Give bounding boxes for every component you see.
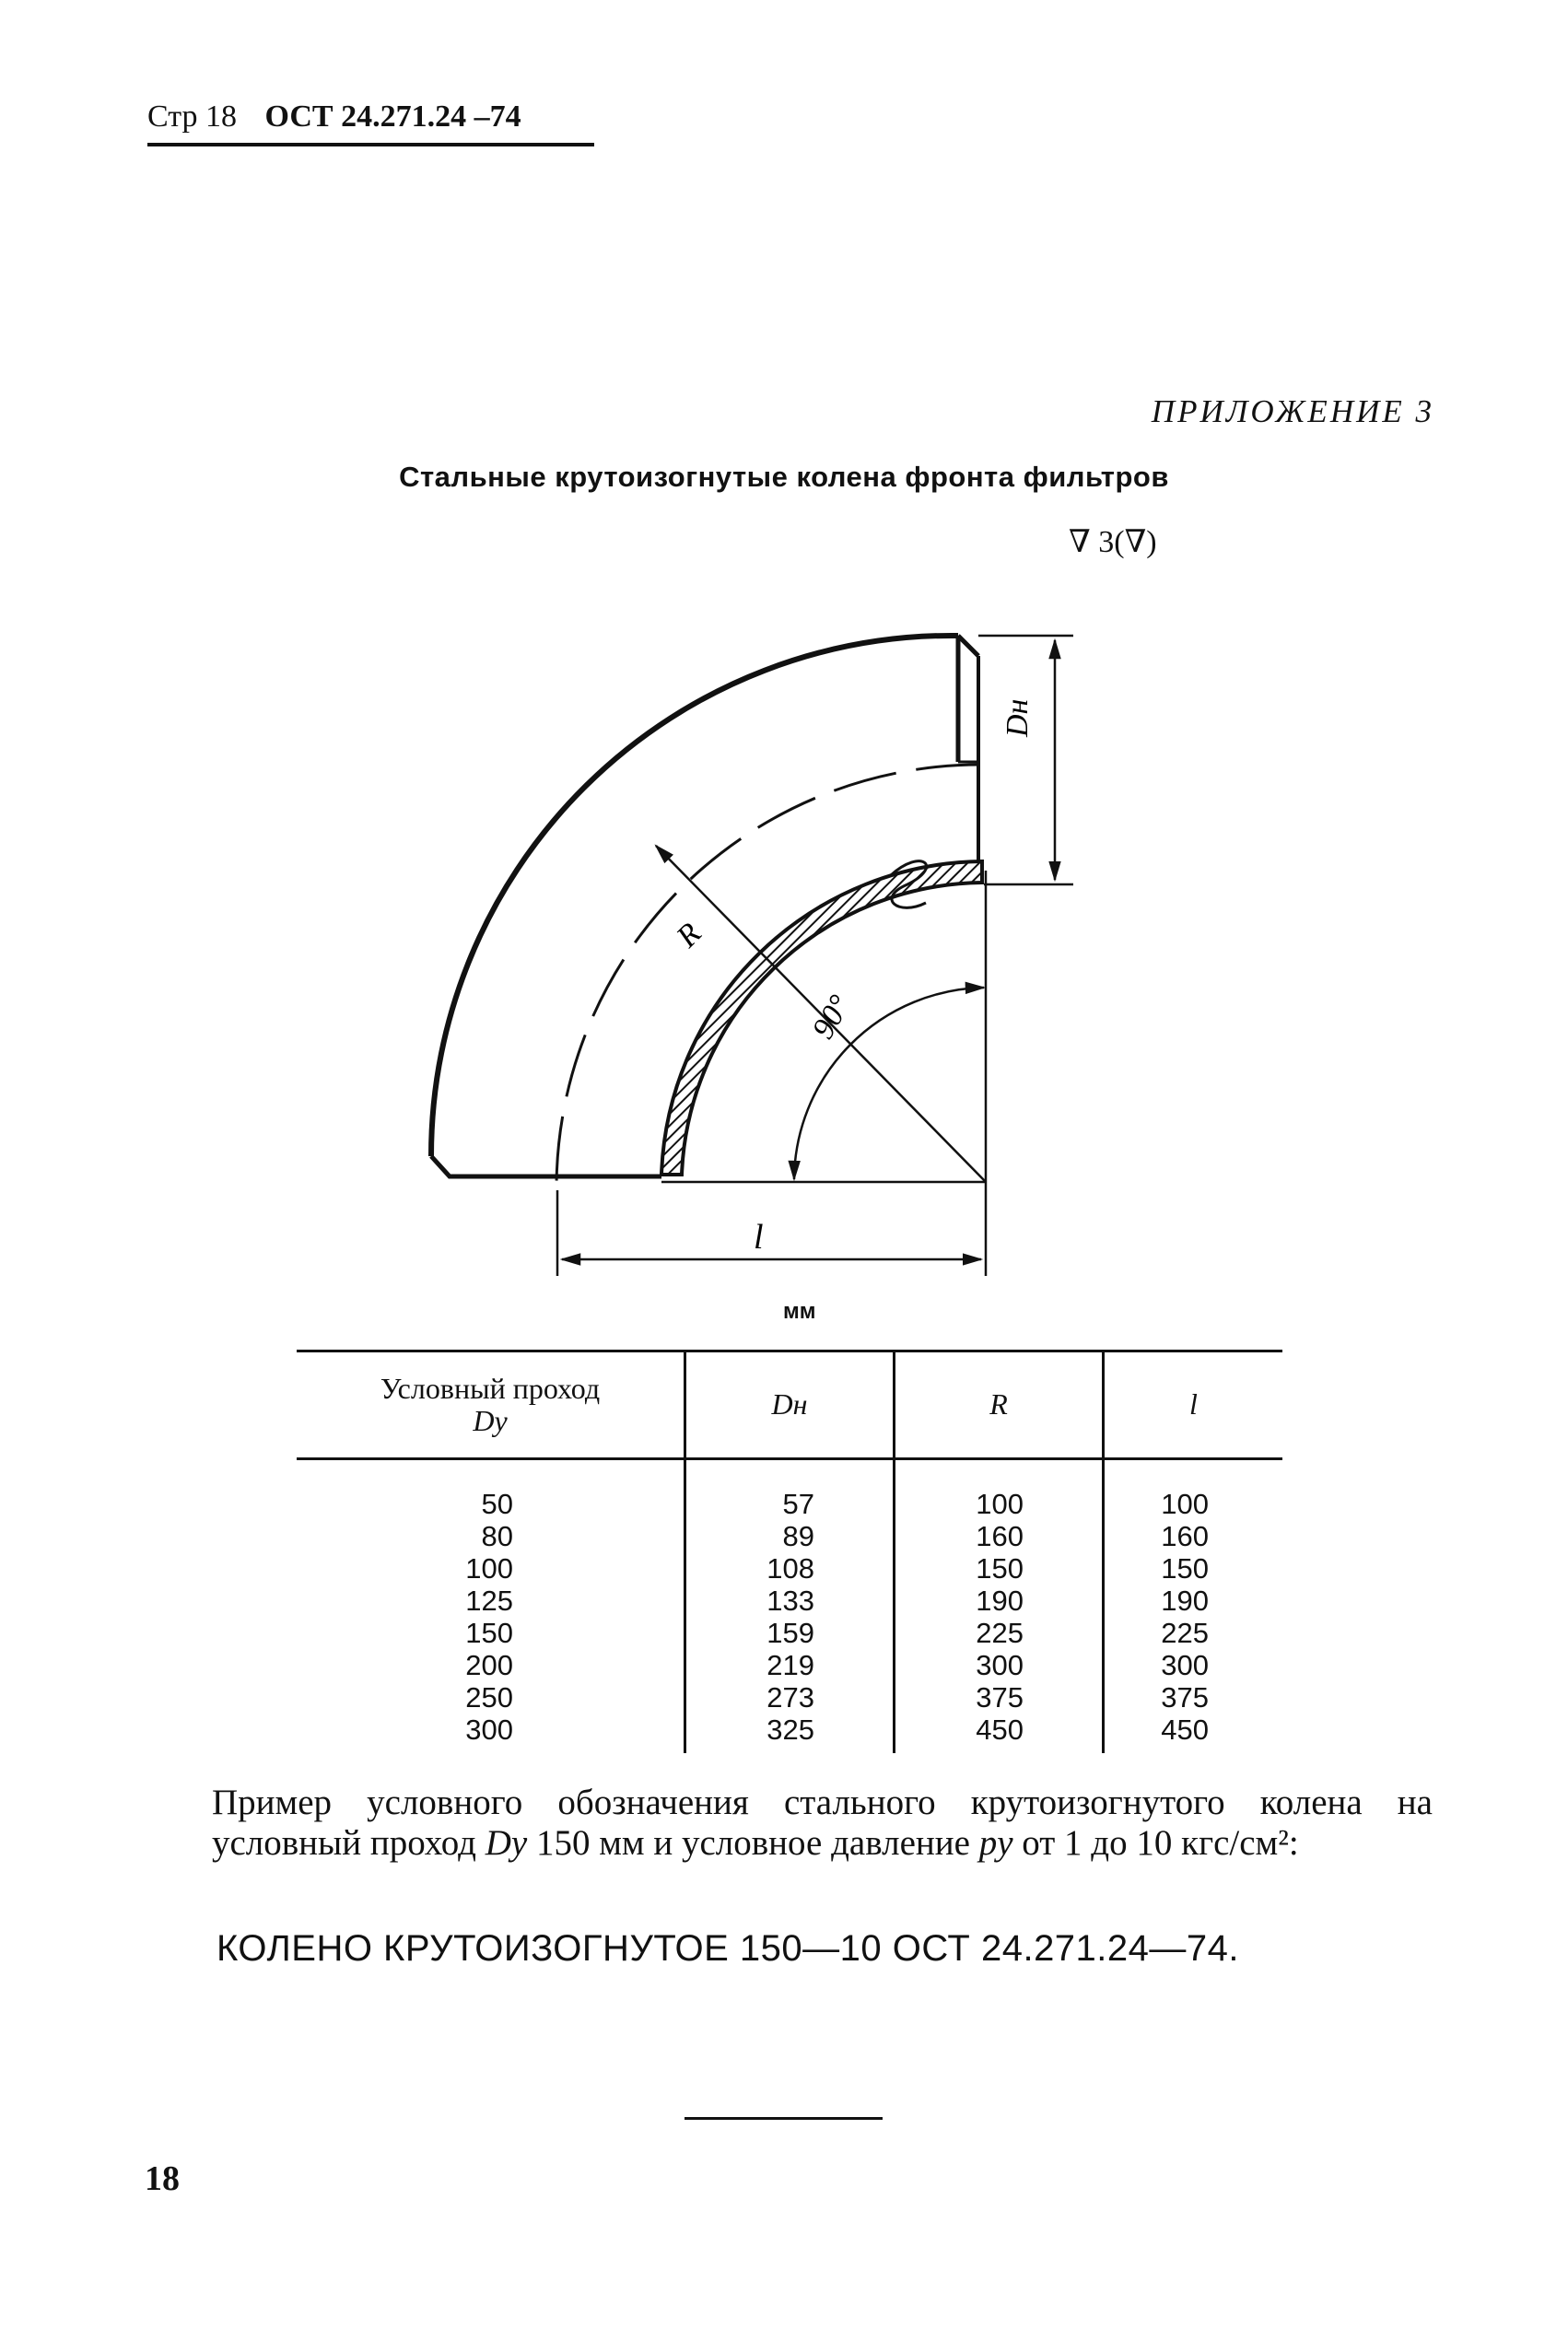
header-r-symbol: R <box>989 1387 1008 1421</box>
example-text-b: 150 мм и условное давление <box>527 1823 979 1863</box>
table-cell: 80 <box>481 1520 513 1552</box>
dim-label-dn: Dн <box>1000 698 1035 737</box>
header-nominal-bore-label: Условный проход <box>380 1371 601 1405</box>
table-cell: 100 <box>976 1488 1024 1520</box>
table-cell: 89 <box>782 1520 814 1552</box>
dimension-lines <box>557 636 1073 1276</box>
header-standard: ОСТ 24.271.24 –74 <box>264 99 521 134</box>
dim-label-angle: 90° <box>805 989 858 1045</box>
title-text: Стальные крутоизогнутые колена фронта фильтров <box>399 461 1169 493</box>
table-cell: 150 <box>976 1552 1024 1585</box>
header-radius <box>895 1351 1104 1459</box>
table-cell: 250 <box>465 1681 513 1714</box>
page-number: 18 <box>145 2159 180 2198</box>
column-nominal-bore <box>297 1459 685 1754</box>
dim-label-r: R <box>670 916 708 954</box>
roughness-mark: ∇ 3(∇) <box>1069 525 1157 559</box>
table-cell: 273 <box>766 1681 814 1714</box>
table-cell: 300 <box>976 1649 1024 1681</box>
table-cell: 133 <box>766 1585 814 1617</box>
centerline-arc <box>556 765 980 1188</box>
example-text-c: от 1 до 10 кгс/см²: <box>1012 1823 1299 1863</box>
header-page-no: 18 <box>205 99 238 134</box>
table-cell: 150 <box>465 1617 513 1649</box>
header-dy-symbol: Dу <box>473 1404 508 1437</box>
column-outer-diameter <box>685 1459 895 1754</box>
table-cell: 190 <box>1161 1585 1209 1617</box>
table-cell: 150 <box>1161 1552 1209 1585</box>
example-py-symbol: pу <box>978 1823 1013 1863</box>
header-dn-symbol: Dн <box>771 1387 808 1421</box>
table-header-row <box>297 1351 1282 1459</box>
header-length <box>1104 1351 1283 1459</box>
table-cell: 50 <box>481 1488 513 1520</box>
table-cell: 375 <box>976 1681 1024 1714</box>
table-cell: 450 <box>1161 1714 1209 1746</box>
column-length <box>1104 1459 1283 1754</box>
table-cell: 200 <box>465 1649 513 1681</box>
table-cell: 375 <box>1161 1681 1209 1714</box>
appendix-label: ПРИЛОЖЕНИЕ 3 <box>1151 393 1434 429</box>
table-cell: 225 <box>976 1617 1024 1649</box>
header-l-symbol: l <box>1189 1387 1198 1421</box>
table-cell: 100 <box>465 1552 513 1585</box>
table-cell: 219 <box>766 1649 814 1681</box>
table-cell: 125 <box>465 1585 513 1617</box>
table-cell: 300 <box>465 1714 513 1746</box>
dim-label-l: l <box>754 1218 764 1257</box>
designation-example: КОЛЕНО КРУТОИЗОГНУТОЕ 150—10 ОСТ 24.271.24—74. <box>216 1928 1240 1969</box>
table-cell: 160 <box>1161 1520 1209 1552</box>
units-label: мм <box>783 1299 816 1324</box>
table-body-row <box>297 1459 1282 1754</box>
header-nominal-bore <box>297 1351 685 1459</box>
end-rule <box>685 2117 883 2120</box>
table-cell: 325 <box>766 1714 814 1746</box>
table-cell: 108 <box>766 1552 814 1585</box>
header-page-label: Стр <box>147 99 198 134</box>
column-radius <box>895 1459 1104 1754</box>
table-cell: 159 <box>766 1617 814 1649</box>
table-cell: 450 <box>976 1714 1024 1746</box>
table-cell: 190 <box>976 1585 1024 1617</box>
dimensions-table <box>297 1350 1282 1753</box>
example-paragraph <box>212 1783 1433 1864</box>
example-dy-symbol: Dу <box>485 1823 528 1863</box>
table-cell: 300 <box>1161 1649 1209 1681</box>
example-text-a: Пример условного обозначения стального крутоизогнутого колена на условный проход <box>212 1783 1433 1863</box>
header-outer-diameter <box>685 1351 895 1459</box>
table-cell: 160 <box>976 1520 1024 1552</box>
table-cell: 100 <box>1161 1488 1209 1520</box>
table-cell: 57 <box>782 1488 814 1520</box>
table-cell: 225 <box>1161 1617 1209 1649</box>
